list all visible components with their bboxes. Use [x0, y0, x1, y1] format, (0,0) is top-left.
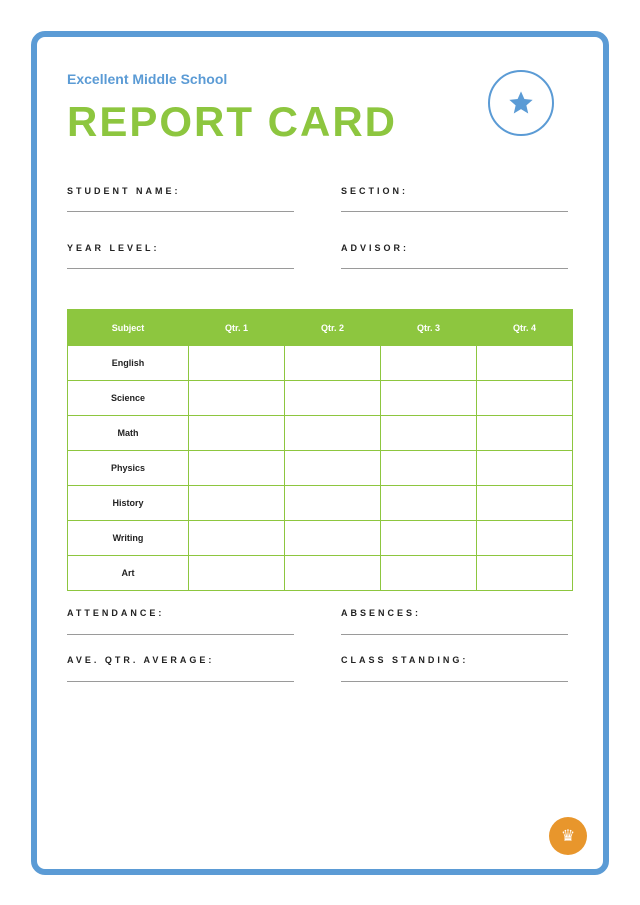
- subject-cell: History: [68, 486, 189, 521]
- advisor-field[interactable]: [341, 268, 568, 269]
- student-name-label: STUDENT NAME:: [67, 186, 181, 196]
- grade-cell[interactable]: [477, 556, 573, 591]
- table-row: [68, 556, 573, 591]
- subject-cell: Science: [68, 381, 189, 416]
- grade-cell[interactable]: [381, 556, 477, 591]
- table-header-row: [68, 310, 573, 346]
- grade-cell[interactable]: [477, 451, 573, 486]
- table-row: [68, 346, 573, 381]
- header-qtr-4: Qtr. 4: [477, 310, 573, 346]
- ave-qtr-average-label: AVE. QTR. AVERAGE:: [67, 655, 215, 665]
- grade-cell[interactable]: [189, 451, 285, 486]
- absences-label: ABSENCES:: [341, 608, 422, 618]
- subject-cell: English: [68, 346, 189, 381]
- section-label: SECTION:: [341, 186, 409, 196]
- school-name: Excellent Middle School: [67, 71, 228, 87]
- table-row: [68, 451, 573, 486]
- page-title: REPORT CARD: [67, 98, 398, 145]
- year-level-field[interactable]: [67, 268, 294, 269]
- class-standing-field[interactable]: [341, 681, 568, 682]
- grade-cell[interactable]: [381, 346, 477, 381]
- header-subject: Subject: [68, 310, 189, 346]
- subject-cell: Art: [68, 556, 189, 591]
- grades-table: [67, 309, 573, 591]
- grade-cell[interactable]: [189, 346, 285, 381]
- grade-cell[interactable]: [189, 556, 285, 591]
- attendance-field[interactable]: [67, 634, 294, 635]
- grade-cell[interactable]: [381, 416, 477, 451]
- subject-cell: Writing: [68, 521, 189, 556]
- grade-cell[interactable]: [189, 416, 285, 451]
- section-field[interactable]: [341, 211, 568, 212]
- grade-cell[interactable]: [189, 521, 285, 556]
- table-row: [68, 416, 573, 451]
- grade-cell[interactable]: [477, 486, 573, 521]
- grade-cell[interactable]: [285, 451, 381, 486]
- grade-cell[interactable]: [189, 486, 285, 521]
- grade-cell[interactable]: [285, 381, 381, 416]
- table-row: [68, 486, 573, 521]
- crown-icon[interactable]: ♛: [549, 817, 587, 855]
- header-qtr-2: Qtr. 2: [285, 310, 381, 346]
- grade-cell[interactable]: [381, 381, 477, 416]
- header-qtr-1: Qtr. 1: [189, 310, 285, 346]
- grade-cell[interactable]: [477, 521, 573, 556]
- advisor-label: ADVISOR:: [341, 243, 410, 253]
- grade-cell[interactable]: [477, 416, 573, 451]
- year-level-label: YEAR LEVEL:: [67, 243, 160, 253]
- class-standing-label: CLASS STANDING:: [341, 655, 469, 665]
- grade-cell[interactable]: [189, 381, 285, 416]
- star-badge: [488, 70, 554, 136]
- grade-cell[interactable]: [381, 521, 477, 556]
- attendance-label: ATTENDANCE:: [67, 608, 165, 618]
- grade-cell[interactable]: [285, 416, 381, 451]
- student-name-field[interactable]: [67, 211, 294, 212]
- grade-cell[interactable]: [285, 486, 381, 521]
- grade-cell[interactable]: [381, 451, 477, 486]
- grade-cell[interactable]: [381, 486, 477, 521]
- table-row: [68, 381, 573, 416]
- grade-cell[interactable]: [477, 346, 573, 381]
- ave-qtr-average-field[interactable]: [67, 681, 294, 682]
- header-qtr-3: Qtr. 3: [381, 310, 477, 346]
- table-row: [68, 521, 573, 556]
- grade-cell[interactable]: [285, 346, 381, 381]
- grade-cell[interactable]: [477, 381, 573, 416]
- subject-cell: Physics: [68, 451, 189, 486]
- absences-field[interactable]: [341, 634, 568, 635]
- grade-cell[interactable]: [285, 556, 381, 591]
- grade-cell[interactable]: [285, 521, 381, 556]
- star-icon: [507, 89, 535, 117]
- subject-cell: Math: [68, 416, 189, 451]
